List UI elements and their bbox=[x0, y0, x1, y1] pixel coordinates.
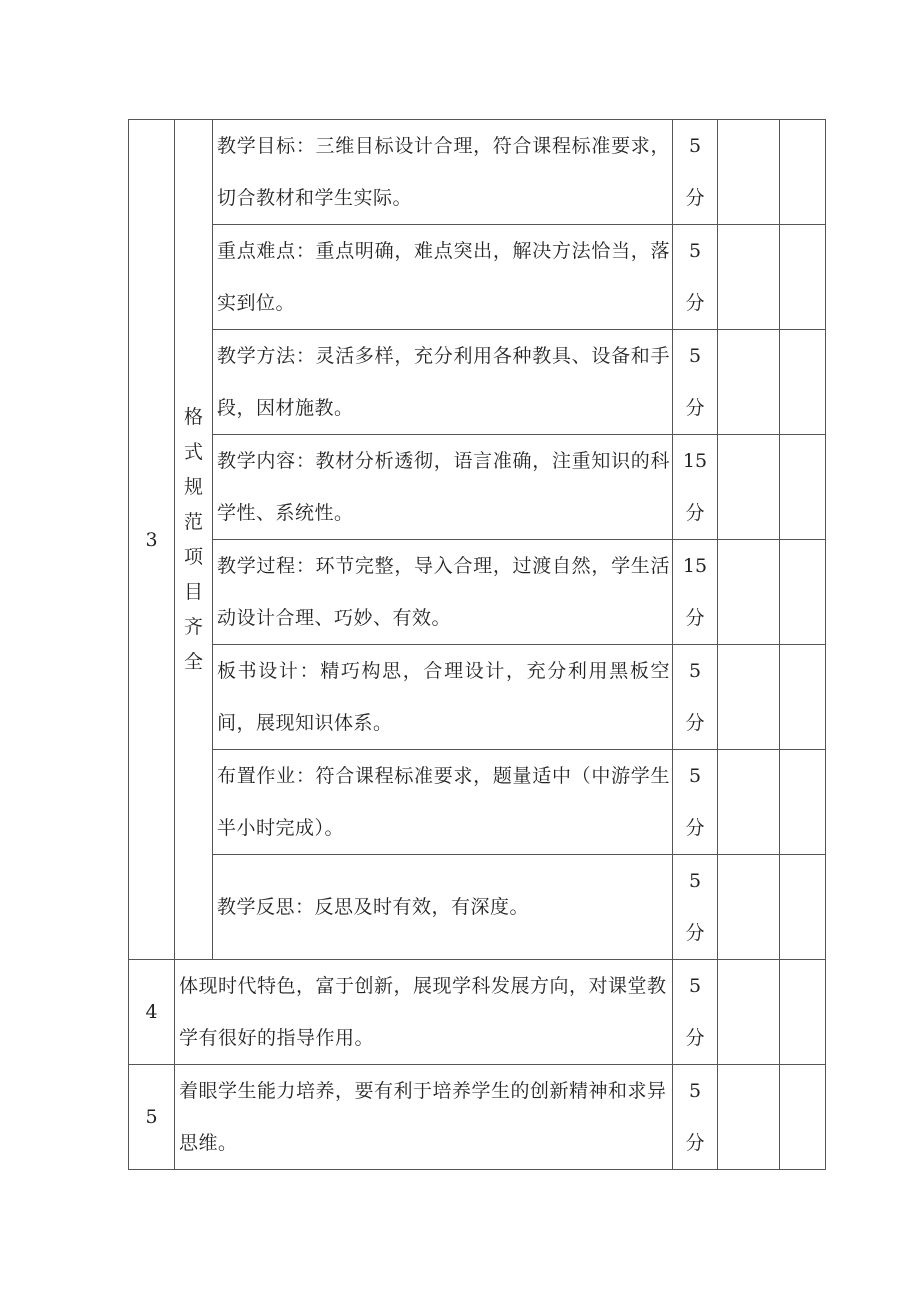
criterion-text: 板书设计：精巧构思，合理设计，充分利用黑板空间，展现知识体系。 bbox=[213, 645, 673, 750]
criterion-text: 重点难点：重点明确，难点突出，解决方法恰当，落实到位。 bbox=[213, 225, 673, 330]
empty-score-cell bbox=[780, 225, 826, 330]
empty-score-cell bbox=[780, 1065, 826, 1170]
section-number: 4 bbox=[129, 960, 175, 1065]
empty-score-cell bbox=[718, 645, 780, 750]
table-row bbox=[129, 960, 826, 1065]
score-cell: 5 分 bbox=[673, 120, 718, 225]
table-row bbox=[129, 1065, 826, 1170]
empty-score-cell bbox=[718, 120, 780, 225]
empty-score-cell bbox=[780, 855, 826, 960]
table-row bbox=[129, 225, 826, 330]
criterion-text: 教学方法：灵活多样，充分利用各种教具、设备和手段，因材施教。 bbox=[213, 330, 673, 435]
empty-score-cell bbox=[780, 960, 826, 1065]
table-row bbox=[129, 120, 826, 225]
evaluation-rubric-table bbox=[128, 119, 826, 1170]
criterion-text: 教学目标：三维目标设计合理，符合课程标准要求，切合教材和学生实际。 bbox=[213, 120, 673, 225]
empty-score-cell bbox=[718, 225, 780, 330]
criterion-text: 教学反思：反思及时有效，有深度。 bbox=[213, 855, 673, 960]
empty-score-cell bbox=[780, 120, 826, 225]
criterion-text: 教学过程：环节完整，导入合理，过渡自然，学生活动设计合理、巧妙、有效。 bbox=[213, 540, 673, 645]
empty-score-cell bbox=[718, 435, 780, 540]
score-cell: 5 分 bbox=[673, 960, 718, 1065]
section-number: 3 bbox=[129, 120, 175, 960]
empty-score-cell bbox=[718, 960, 780, 1065]
criterion-text: 布置作业：符合课程标准要求，题量适中（中游学生半小时完成）。 bbox=[213, 750, 673, 855]
score-cell: 5 分 bbox=[673, 330, 718, 435]
empty-score-cell bbox=[780, 750, 826, 855]
table-row bbox=[129, 330, 826, 435]
empty-score-cell bbox=[780, 540, 826, 645]
score-cell: 5 分 bbox=[673, 645, 718, 750]
empty-score-cell bbox=[780, 435, 826, 540]
table-row bbox=[129, 855, 826, 960]
score-cell: 5 分 bbox=[673, 855, 718, 960]
criterion-text: 体现时代特色，富于创新，展现学科发展方向，对课堂教学有很好的指导作用。 bbox=[175, 960, 673, 1065]
table-row bbox=[129, 435, 826, 540]
empty-score-cell bbox=[718, 750, 780, 855]
empty-score-cell bbox=[718, 330, 780, 435]
criterion-text: 着眼学生能力培养，要有利于培养学生的创新精神和求异思维。 bbox=[175, 1065, 673, 1170]
section-number: 5 bbox=[129, 1065, 175, 1170]
table-row bbox=[129, 540, 826, 645]
empty-score-cell bbox=[718, 1065, 780, 1170]
score-cell: 15 分 bbox=[673, 540, 718, 645]
score-cell: 15 分 bbox=[673, 435, 718, 540]
empty-score-cell bbox=[780, 645, 826, 750]
score-cell: 5 分 bbox=[673, 750, 718, 855]
empty-score-cell bbox=[718, 540, 780, 645]
empty-score-cell bbox=[780, 330, 826, 435]
score-cell: 5 分 bbox=[673, 1065, 718, 1170]
table-row bbox=[129, 645, 826, 750]
table-row bbox=[129, 750, 826, 855]
criterion-text: 教学内容：教材分析透彻，语言准确，注重知识的科学性、系统性。 bbox=[213, 435, 673, 540]
category-label: 格 式 规 范 项 目 齐 全 bbox=[175, 120, 213, 960]
empty-score-cell bbox=[718, 855, 780, 960]
score-cell: 5 分 bbox=[673, 225, 718, 330]
